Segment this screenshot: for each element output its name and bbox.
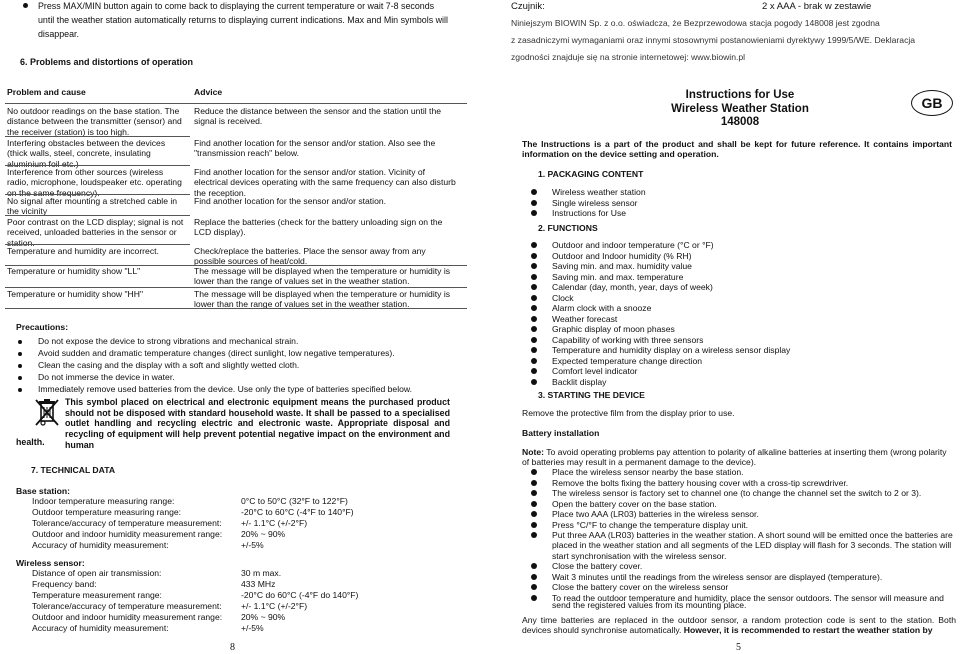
spec-value: 30 m max. xyxy=(241,568,282,578)
spec-row xyxy=(16,623,456,634)
spec-row xyxy=(16,590,456,601)
spec-label: Outdoor temperature measuring range: xyxy=(32,507,182,517)
list-item: Outdoor and indoor temperature (°C or °F) xyxy=(522,240,952,251)
packaging-list xyxy=(522,187,952,219)
spec-label: Outdoor and indoor humidity measurement range: xyxy=(32,612,223,622)
gb-badge: GB xyxy=(911,90,953,116)
spec-row xyxy=(16,601,456,612)
table-header-advice: Advice xyxy=(194,87,223,97)
table-row xyxy=(7,246,187,256)
list-item: Calendar (day, month, year, days of week) xyxy=(522,282,952,293)
spec-label: Temperature measurement range: xyxy=(32,590,162,600)
spec-row xyxy=(16,529,456,540)
list-item: Saving min. and max. humidity value xyxy=(522,261,952,272)
title-line: Instructions for Use xyxy=(685,89,795,101)
remove-film-text: Remove the protective film from the display prior to use. xyxy=(522,408,735,418)
list-item: The wireless sensor is factory set to channel one (to change the channel set the switch to 2 or 3). xyxy=(522,488,954,499)
title-line: Wireless Weather Station xyxy=(671,102,809,115)
battery-steps xyxy=(522,467,954,603)
note-label: Note: xyxy=(522,447,544,457)
list-item: Expected temperature change direction xyxy=(522,356,952,367)
list-item: Instructions for Use xyxy=(522,208,952,219)
spec-value: 0°C to 50°C (32°F to 122°F) xyxy=(241,496,348,506)
spec-value: 20% ~ 90% xyxy=(241,612,286,622)
list-item: Outdoor and Indoor humidity (% RH) xyxy=(522,251,952,262)
list-item: Avoid sudden and dramatic temperature changes (direct sunlight, low negative temperatures). xyxy=(8,348,458,360)
list-item: Place the wireless sensor nearby the base station. xyxy=(522,467,954,478)
list-item: Clock xyxy=(522,293,952,304)
cause-cell: No signal after mounting a stretched cable in the vicinity xyxy=(7,196,178,217)
base-station-title: Base station: xyxy=(16,486,70,496)
polish-line: Niniejszym BIOWIN Sp. z o.o. oświadcza, że Bezprzewodowa stacja pogody 148008 jest zgodna xyxy=(511,18,880,28)
functions-list xyxy=(522,240,952,387)
crossed-bin-icon xyxy=(34,398,60,428)
section6-title: 6. Problems and distortions of operation xyxy=(20,57,194,67)
spec-label: Accuracy of humidity measurement: xyxy=(32,540,169,550)
spec-row xyxy=(16,540,456,551)
cause-cell: Temperature or humidity show "HH" xyxy=(7,289,144,299)
table-row xyxy=(7,266,187,276)
list-item: Do not immerse the device in water. xyxy=(8,372,458,384)
list-item: Do not expose the device to strong vibrations and mechanical strain. xyxy=(8,336,458,348)
spec-value: -20°C to 60°C (-4°F to 140°F) xyxy=(241,507,354,517)
advice-cell: Find another location for the sensor and/or station. xyxy=(194,196,387,206)
spec-label: Accuracy of humidity measurement: xyxy=(32,623,169,633)
cause-cell: Temperature and humidity are incorrect. xyxy=(7,246,159,256)
advice-cell: The message will be displayed when the temperature or humidity is lower than the range of values set in the weather station. xyxy=(194,266,451,287)
spec-label: Outdoor and indoor humidity measurement range: xyxy=(32,529,223,539)
base-specs xyxy=(16,496,456,551)
cause-cell: Interference from other sources (wireless radio, microphone, loudspeaker etc. operating on the same frequency). xyxy=(7,167,182,198)
advice-cell: Find another location for the sensor and/or station. Also see the "transmission reach" below. xyxy=(194,138,436,159)
czujnik-value: 2 x AAA - brak w zestawie xyxy=(762,1,872,12)
list-item: Saving min. and max. temperature xyxy=(522,272,952,283)
spec-value: -20°C do 60°C (-4°F do 140°F) xyxy=(241,590,359,600)
section7-title: 7. TECHNICAL DATA xyxy=(31,465,116,475)
wireless-specs xyxy=(16,568,456,634)
list-item: Backlit display xyxy=(522,377,952,388)
list-item: Put three AAA (LR03) batteries in the weather station. A short sound will be emitted once the batteries are placed in the weather station and all segments of the LED display will flash for 3 seconds. The station will start synchronisation with the wireless sensor. xyxy=(522,530,954,561)
title-line: 148008 xyxy=(720,116,760,129)
top-bullet-text: Press MAX/MIN button again to come back to displaying the current temperature or wait 7-8 seconds until the weather station automatically returns to displaying current indications. Max and Min symbols will disappear. xyxy=(8,0,448,41)
spec-label: Indoor temperature measuring range: xyxy=(32,496,175,506)
spec-label: Distance of open air transmission: xyxy=(32,568,162,578)
disposal-text: This symbol placed on electrical and electronic equipment means the purchased product should not be disposed with standard household waste. It shall be passed to a specialised outlet handling and recycling electric and electronic waste. Appropriate disposal and recycling of equipment will help prevent potential negative impact on the environment and human xyxy=(65,397,450,450)
spec-row xyxy=(16,507,456,518)
precautions-title: Precautions: xyxy=(16,322,69,332)
list-item: Weather forecast xyxy=(522,314,952,325)
list-item: Alarm clock with a snooze xyxy=(522,303,952,314)
list-item: Immediately remove used batteries from the device. Use only the type of batteries specified below. xyxy=(8,384,458,396)
polish-declaration xyxy=(511,18,951,69)
list-item: Graphic display of moon phases xyxy=(522,324,952,335)
list-item: Temperature and humidity display on a wireless sensor display xyxy=(522,345,952,356)
final-bold-text: However, it is recommended to restart the weather station by xyxy=(681,625,933,636)
list-item: Close the battery cover on the wireless sensor xyxy=(522,582,954,593)
section1-title: 1. PACKAGING CONTENT xyxy=(538,169,644,179)
intro-text: The Instructions is a part of the product and shall be kept for future reference. It contains important information on the device setting and operation. xyxy=(522,139,952,160)
wireless-sensor-title: Wireless sensor: xyxy=(16,558,85,568)
advice-cell: Reduce the distance between the sensor and the station until the signal is received. xyxy=(194,106,441,127)
advice-cell: Replace the batteries (check for the battery unloading sign on the LCD display). xyxy=(194,217,443,238)
table-row xyxy=(7,106,187,137)
spec-row xyxy=(16,496,456,507)
spec-value: +/- 1.1°C (+/-2°F) xyxy=(241,601,308,611)
spec-label: Frequency band: xyxy=(32,579,97,589)
section3-title: 3. STARTING THE DEVICE xyxy=(538,390,645,400)
step-continuation: send the registered values from its mounting place. xyxy=(552,600,747,610)
advice-cell: The message will be displayed when the temperature or humidity is lower than the range of values set in the weather station. xyxy=(194,289,451,310)
spec-value: 20% ~ 90% xyxy=(241,529,286,539)
battery-note xyxy=(522,447,954,468)
spec-value: 433 MHz xyxy=(241,579,276,589)
spec-row xyxy=(16,518,456,529)
list-item: Wireless weather station xyxy=(522,187,952,198)
spec-label: Tolerance/accuracy of temperature measurement: xyxy=(32,601,222,611)
czujnik-label: Czujnik: xyxy=(511,1,545,12)
cause-cell: Poor contrast on the LCD display; signal is not received, unloaded batteries in the sensor or station. xyxy=(7,217,184,248)
spec-row xyxy=(16,579,456,590)
battery-installation-title: Battery installation xyxy=(522,428,600,438)
spec-row xyxy=(16,568,456,579)
list-item: Press °C/°F to change the temperature display unit. xyxy=(522,520,954,531)
list-item: To read the outdoor temperature and humidity, place the sensor outdoors. The sensor will measure and xyxy=(522,593,954,604)
polish-line: zgodności znajduje się na stronie internetowej: www.biowin.pl xyxy=(511,52,746,62)
list-item: Place two AAA (LR03) batteries in the wireless sensor. xyxy=(522,509,954,520)
final-paragraph xyxy=(522,615,956,636)
note-text: To avoid operating problems pay attention to polarity of alkaline batteries at inserting them (wrong polarity of batteries may result in a permanent damage to the device). xyxy=(522,447,947,468)
spec-value: +/- 1.1°C (+/-2°F) xyxy=(241,518,308,528)
list-item: Wait 3 minutes until the readings from the wireless sensor are displayed (temperature). xyxy=(522,572,954,583)
right-page-number: 5 xyxy=(736,642,741,653)
spec-value: +/-5% xyxy=(241,623,264,633)
left-page-number: 8 xyxy=(230,642,235,653)
advice-cell: Check/replace the batteries. Place the sensor away from any possible sources of heat/cold. xyxy=(194,246,426,267)
final-text: Any time batteries are replaced in the outdoor sensor, a random protection code is sent to the station. Both devices should synchronise automatically. xyxy=(522,615,956,636)
list-item: Comfort level indicator xyxy=(522,366,952,377)
cause-cell: Interfering obstacles between the devices (thick walls, steel, concrete, insulating aluminium foil etc.) xyxy=(7,138,166,169)
precautions-list xyxy=(8,336,458,396)
table-header-cause: Problem and cause xyxy=(7,87,86,97)
spec-label: Tolerance/accuracy of temperature measurement: xyxy=(32,518,222,528)
left-top-bullet xyxy=(8,0,448,41)
section2-title: 2. FUNCTIONS xyxy=(538,223,598,233)
table-row xyxy=(7,289,187,299)
disposal-end: health. xyxy=(16,437,45,447)
list-item: Clean the casing and the display with a soft and slightly wetted cloth. xyxy=(8,360,458,372)
list-item: Single wireless sensor xyxy=(522,198,952,209)
manual-title xyxy=(620,89,860,130)
cause-cell: Temperature or humidity show "LL" xyxy=(7,266,141,276)
advice-cell: Find another location for the sensor and/or station. Vicinity of electrical devices operating with the same frequency can also disturb the reception. xyxy=(194,167,456,198)
list-item: Capability of working with three sensors xyxy=(522,335,952,346)
spec-row xyxy=(16,612,456,623)
polish-line: z zasadniczymi wymaganiami oraz innymi stosownymi postanowieniami dyrektywy 1999/5/WE. Deklaracja xyxy=(511,35,916,45)
list-item: Close the battery cover. xyxy=(522,561,954,572)
spec-value: +/-5% xyxy=(241,540,264,550)
list-item: Open the battery cover on the base station. xyxy=(522,499,954,510)
cause-cell: No outdoor readings on the base station. The distance between the transmitter (sensor) and the receiver (station) is too high. xyxy=(7,106,182,137)
list-item: Remove the bolts fixing the battery housing cover with a cross-tip screwdriver. xyxy=(522,478,954,489)
table-row xyxy=(7,196,187,217)
